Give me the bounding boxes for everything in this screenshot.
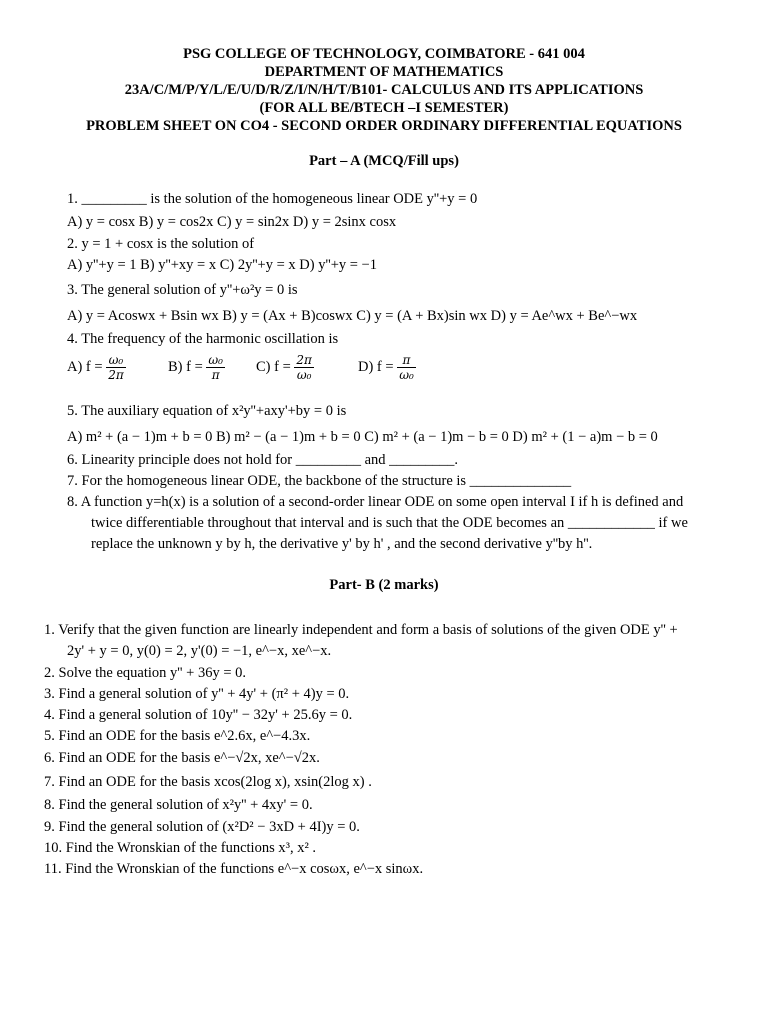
fraction [294,353,314,382]
options-a1: A) y = cosx B) y = cos2x C) y = sin2x D) y = 2sinx cosx [67,214,397,230]
options-a5: A) m² + (a − 1)m + b = 0 B) m² − (a − 1)m + b = 0 C) m² + (a − 1)m − b = 0 D) m² + (1 − a)m − b = 0 [67,429,658,445]
part-b-item-11: 11. Find the Wronskian of the functions e^−x cosωx, e^−x sinωx. [44,861,424,877]
option-label: C) f = [256,358,291,375]
fraction [206,353,225,382]
semester-note: (FOR ALL BE/BTECH –I SEMESTER) [259,100,509,116]
numerator: π [397,353,416,368]
question-a1: 1. _________ is the solution of the homogeneous linear ODE y''+y = 0 [67,191,478,207]
question-a3: 3. The general solution of y''+ω²y = 0 is [67,282,298,298]
department-name: DEPARTMENT OF MATHEMATICS [264,64,504,80]
option-label: D) f = [358,358,394,375]
part-b-title: Part- B (2 marks) [329,577,439,593]
part-b-item-10: 10. Find the Wronskian of the functions x³, x² . [44,840,317,856]
option-a4-d [358,353,416,382]
part-b-item-4: 4. Find a general solution of 10y'' − 32y' + 25.6y = 0. [44,707,353,723]
college-name: PSG COLLEGE OF TECHNOLOGY, COIMBATORE - 641 004 [183,46,585,62]
question-a4: 4. The frequency of the harmonic oscillation is [67,331,339,347]
numerator: 2π [296,353,312,367]
fill-question-8-line2: twice differentiable throughout that interval and is such that the ODE becomes an ____________ if we [91,515,688,531]
denominator: 2π [108,368,124,382]
part-b-item-8: 8. Find the general solution of x²y'' + 4xy' = 0. [44,797,313,813]
fill-question-8-line3: replace the unknown y by h, the derivative y' by h' , and the second derivative y''by h''. [91,536,593,552]
sheet-title: PROBLEM SHEET ON CO4 - SECOND ORDER ORDINARY DIFFERENTIAL EQUATIONS [86,118,682,134]
part-b-item-1: 1. Verify that the given function are linearly independent and form a basis of solutions of the given ODE y'' + [44,622,678,638]
options-a2: A) y''+y = 1 B) y''+xy = x C) 2y''+y = x D) y''+y = −1 [67,257,377,273]
fill-question-6: 6. Linearity principle does not hold for _________ and _________. [67,452,459,468]
part-b-item-5: 5. Find an ODE for the basis e^2.6x, e^−4.3x. [44,728,311,744]
numerator: ω₀ [106,353,126,368]
options-a3: A) y = Acoswx + Bsin wx B) y = (Ax + B)coswx C) y = (A + Bx)sin wx D) y = Ae^wx + Be^−wx [67,308,638,324]
fill-question-7: 7. For the homogeneous linear ODE, the backbone of the structure is ______________ [67,473,572,489]
fill-question-8: 8. A function y=h(x) is a solution of a second-order linear ODE on some open interval I if h is defined and [67,494,684,510]
option-a4-c [256,353,314,382]
part-a-title: Part – A (MCQ/Fill ups) [309,153,459,169]
option-label: A) f = [67,358,103,375]
denominator: ω₀ [399,368,414,382]
fraction [397,353,416,382]
denominator: ω₀ [296,368,312,382]
numerator: ω₀ [208,353,223,367]
question-a2: 2. y = 1 + cosx is the solution of [67,236,255,252]
part-b-item-7: 7. Find an ODE for the basis xcos(2log x), xsin(2log x) . [44,774,372,790]
option-a4-b [168,353,225,382]
option-a4-a [67,353,126,382]
part-b-item-2: 2. Solve the equation y'' + 36y = 0. [44,665,247,681]
denominator: π [211,368,220,382]
question-a5: 5. The auxiliary equation of x²y''+axy'+by = 0 is [67,403,347,419]
fraction [106,353,126,382]
part-b-item-6: 6. Find an ODE for the basis e^−√2x, xe^−√2x. [44,750,320,766]
part-b-item-3: 3. Find a general solution of y'' + 4y' + (π² + 4)y = 0. [44,686,350,702]
part-b-item-1-line2: 2y' + y = 0, y(0) = 2, y'(0) = −1, e^−x, xe^−x. [67,643,332,659]
part-b-item-9: 9. Find the general solution of (x²D² − 3xD + 4I)y = 0. [44,819,360,835]
option-label: B) f = [168,358,203,375]
course-title: 23A/C/M/P/Y/L/E/U/D/R/Z/I/N/H/T/B101- CALCULUS AND ITS APPLICATIONS [124,82,644,98]
